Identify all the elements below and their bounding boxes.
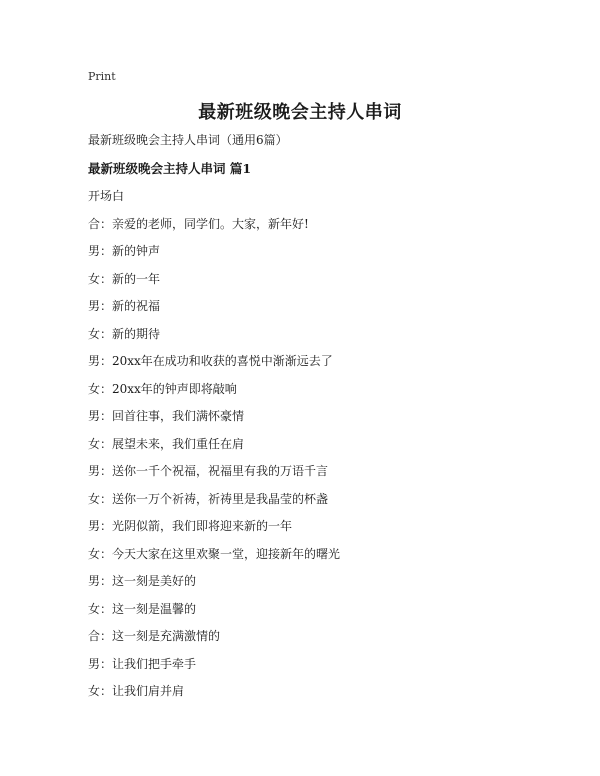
script-line: 男：让我们把手牵手	[88, 656, 197, 671]
script-line: 男：20xx年在成功和收获的喜悦中渐渐远去了	[88, 354, 333, 368]
script-line: 女：送你一万个祈祷，祈祷里是我晶莹的杯盏	[88, 491, 329, 506]
script-line: 男：回首往事，我们满怀豪情	[88, 409, 245, 423]
script-line: 合：亲爱的老师，同学们。大家，新年好!	[88, 216, 309, 231]
script-line: 合：这一刻是充满激情的	[88, 629, 221, 643]
script-line: 女：新的期待	[88, 326, 161, 341]
script-line: 男：这一刻是美好的	[88, 574, 197, 588]
script-line: 男：送你一千个祝福，祝福里有我的万语千言	[88, 464, 329, 478]
print-link[interactable]: Print	[88, 70, 116, 83]
script-line: 女：展望未来，我们重任在肩	[88, 436, 245, 451]
script-line: 女：让我们肩并肩	[88, 684, 185, 698]
document-title: 最新班级晚会主持人串词	[198, 102, 402, 123]
section-heading: 最新班级晚会主持人串词 篇1	[88, 161, 252, 176]
script-line: 开场白	[88, 189, 125, 203]
script-line: 女：这一刻是温馨的	[88, 601, 197, 616]
script-line: 女：今天大家在这里欢聚一堂，迎接新年的曙光	[88, 546, 341, 561]
script-line: 男：新的祝福	[88, 299, 161, 313]
document-subtitle: 最新班级晚会主持人串词（通用6篇）	[88, 133, 288, 147]
script-line: 女：新的一年	[88, 271, 161, 286]
script-line: 男：新的钟声	[88, 244, 161, 258]
script-line: 女：20xx年的钟声即将敲响	[88, 381, 237, 396]
script-lines	[88, 187, 548, 710]
script-line: 男：光阴似箭，我们即将迎来新的一年	[88, 519, 293, 533]
